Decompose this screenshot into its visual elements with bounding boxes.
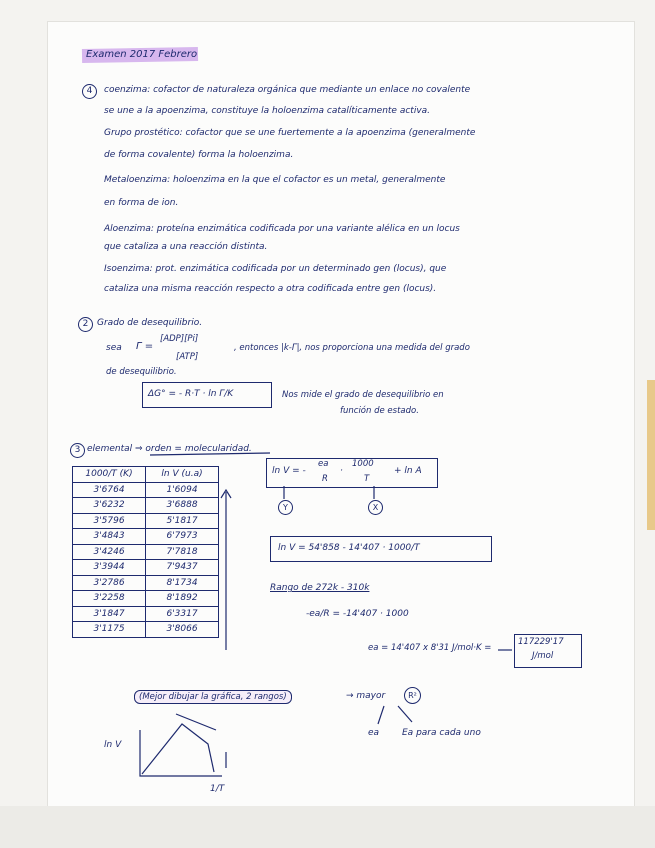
gamma-denominator: [ATP] <box>176 352 199 362</box>
table-cell: 3'6888 <box>146 498 219 514</box>
table-cell: 3'3944 <box>73 560 146 576</box>
graph-curve <box>142 724 214 774</box>
graph-y-label: ln V <box>104 740 122 750</box>
table-cell: 3'6232 <box>73 498 146 514</box>
slope-equation: -ea/R = -14'407 · 1000 <box>306 609 409 619</box>
table-cell: 3'1175 <box>73 622 146 638</box>
gibbs-note-2: función de estado. <box>340 406 419 416</box>
range-text: Rango de 272k - 310k <box>270 583 370 593</box>
sea-word: sea <box>106 343 122 353</box>
fit-equation: ln V = 54'858 - 14'407 · 1000/T <box>278 543 420 553</box>
exam-title: Examen 2017 Febrero <box>86 49 198 60</box>
graph-tangent <box>176 714 216 730</box>
table-cell: 6'7973 <box>146 529 219 545</box>
ea-each-label: Ea para cada uno <box>402 728 481 738</box>
section-3-heading: elemental ⇒ orden = molecularidad. <box>87 444 252 454</box>
isoenzyme-line-1: Isoenzima: prot. enzimática codificada por un determinado gen (locus), que <box>104 264 447 274</box>
table-cell: 1'6094 <box>146 482 219 498</box>
ea-result-value: 117229'17 <box>518 637 564 647</box>
table-cell: 3'2786 <box>73 575 146 591</box>
each-arrow <box>398 706 412 722</box>
heading-underline <box>150 453 270 455</box>
table-cell: 3'4246 <box>73 544 146 560</box>
alloenzyme-line-1: Aloenzima: proteína enzimática codificada por una variante alélica en un locus <box>104 224 460 234</box>
table-cell: 3'5796 <box>73 513 146 529</box>
arrhenius-num2: 1000 <box>352 459 374 469</box>
section-2-number: 2 <box>78 317 93 332</box>
ea-label: ea <box>368 728 380 738</box>
arrhenius-rhs: + ln A <box>394 466 422 476</box>
y-marker: Y <box>278 500 293 515</box>
table-cell: 3'1847 <box>73 606 146 622</box>
prosthetic-line-2: de forma covalente) forma la holoenzima. <box>104 150 294 160</box>
table-header: 1000/T (K) <box>73 467 146 483</box>
table-cell: 3'4843 <box>73 529 146 545</box>
isoenzyme-line-2: cataliza una misma reacción respecto a otra codificada entre gen (locus). <box>104 284 437 294</box>
arrhenius-lhs: ln V = - <box>272 466 306 476</box>
coenzyme-line-1: coenzima: cofactor de naturaleza orgánica que mediante un enlace no covalente <box>104 85 471 95</box>
section-1-number: 4 <box>82 84 97 99</box>
metalloenzyme-line-1: Metaloenzima: holoenzima en la que el cofactor es un metal, generalmente <box>104 175 446 185</box>
arrow-mayor: → mayor <box>346 691 386 701</box>
metalloenzyme-line-2: en forma de ion. <box>104 198 179 208</box>
x-marker: X <box>368 500 383 515</box>
gamma-symbol: Γ = <box>136 341 154 352</box>
then-text-2: de desequilibrio. <box>106 367 177 377</box>
table-header: ln V (u.a) <box>146 467 219 483</box>
table-cell: 6'3317 <box>146 606 219 622</box>
arrhenius-den: R <box>322 474 328 484</box>
table-cell: 3'6764 <box>73 482 146 498</box>
table-cell: 5'1817 <box>146 513 219 529</box>
advice-text: (Mejor dibujar la gráfica, 2 rangos) <box>134 690 292 704</box>
ea-calculation: ea = 14'407 x 8'31 J/mol·K = <box>368 643 492 653</box>
table-cell: 7'9437 <box>146 560 219 576</box>
ea-result-unit: J/mol <box>532 651 554 661</box>
gibbs-formula: ΔG° = - R·T · ln Γ/K <box>148 389 234 399</box>
table-cell: 3'2258 <box>73 591 146 607</box>
gibbs-note-1: Nos mide el grado de desequilibrio en <box>282 390 444 400</box>
ea-arrow <box>378 706 384 724</box>
table-cell: 8'1892 <box>146 591 219 607</box>
graph-x-label: 1/T <box>210 784 225 794</box>
then-text: , entonces |k-Γ|, nos proporciona una medida del grado <box>234 343 470 353</box>
coenzyme-line-2: se une a la apoenzima, constituye la holoenzima catalíticamente activa. <box>104 106 431 116</box>
r-squared-circle: R² <box>404 687 421 704</box>
table-cell: 8'1734 <box>146 575 219 591</box>
arrhenius-num: ea <box>318 459 329 469</box>
section-2-heading: Grado de desequilibrio. <box>97 318 203 328</box>
prosthetic-line-1: Grupo prostético: cofactor que se une fuertemente a la apoenzima (generalmente <box>104 128 476 138</box>
arrhenius-den2: T <box>364 474 370 484</box>
table-cell: 7'7818 <box>146 544 219 560</box>
arrhenius-dot: · <box>340 466 343 476</box>
gamma-numerator: [ADP][Pi] <box>160 334 199 344</box>
alloenzyme-line-2: que cataliza a una reacción distinta. <box>104 242 268 252</box>
section-3-number: 3 <box>70 443 85 458</box>
table-cell: 3'8066 <box>146 622 219 638</box>
